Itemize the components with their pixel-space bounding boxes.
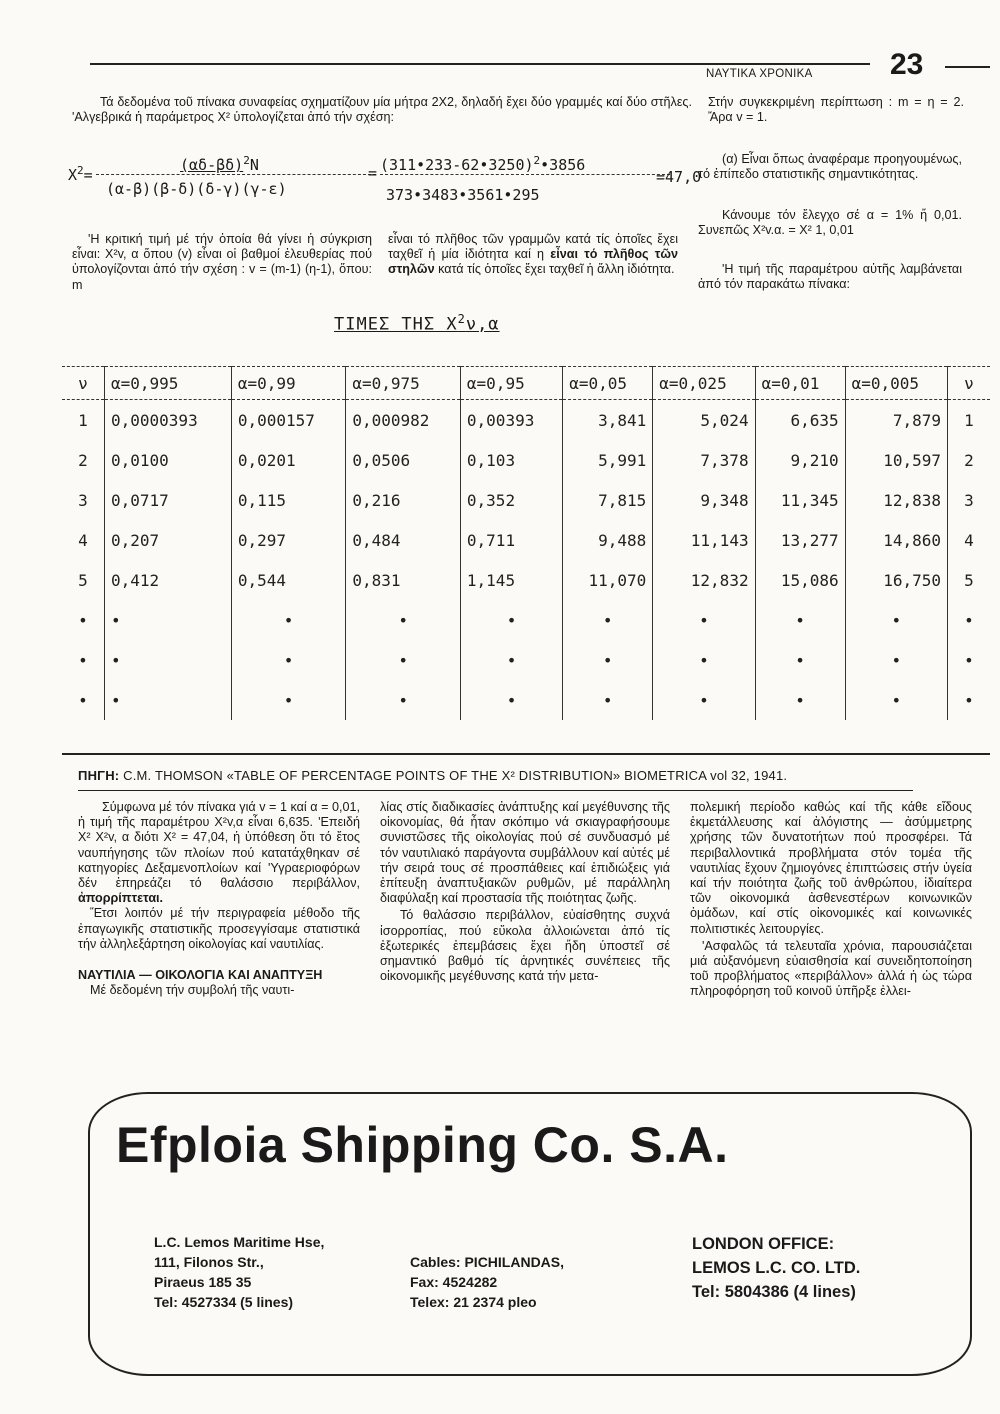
formula-denominator-2: 373•3483•3561•295 (386, 186, 540, 204)
source-rule (78, 790, 913, 791)
ad-address-line: 111, Filonos Str., (154, 1254, 264, 1270)
table-cell: 7,879 (845, 400, 947, 441)
dot-cell: • (231, 600, 346, 640)
table-title: ΤΙΜΕΣ ΤΗΣ $X^2\nu,\alpha$ (334, 312, 500, 335)
dot-cell: • (62, 600, 105, 640)
source-text: C.M. THOMSON «TABLE OF PERCENTAGE POINTS OF THE X² DISTRIBUTION» BIOMETRICA vol 32, 1941. (123, 768, 788, 783)
col3-paragraph-1: πολεμική περίοδο καθώς καί τῆς κάθε εἴδους ἐκμετάλλευσης καί ἀλόγιστης — ἀσύμμετρης χρήσης τῶν δυνατοτήτων πού προσφέρει. Τά περιβαλλοντικά προβλήματα στόν τομέα τῆς ναυτιλίας ἔχουν ζημιογόνες ἐπιπτώσεις στήν ὑγεία καί τήν ποιότητα ζωῆς τοῦ ἀνθρώπου, ἰδιαίτερα τῶν οἰκονομικά ἀσθενεστέρων κοινωνικῶν ὁμάδων, καί στίς οἰκονομικές καί κοινωνικές πολιτιστικές λειτουργίες. (690, 800, 972, 936)
table-cell: 0,0201 (231, 440, 346, 480)
table-cell: 3 (964, 490, 974, 510)
dot-cell: • (964, 610, 974, 630)
table-cell: 3 (62, 480, 105, 520)
formula-equals-2: = (368, 164, 378, 182)
col1-p1-bold: ἀπορρίπτεται. (78, 891, 164, 906)
dot-cell: • (563, 600, 653, 640)
table-cell: 12,838 (845, 480, 947, 520)
source-label: ΠΗΓΗ: (78, 768, 120, 783)
table-cell: 0,544 (231, 560, 346, 600)
fraction-bar-2 (380, 174, 670, 175)
table-cell: 4 (62, 520, 105, 560)
dot-cell: • (845, 680, 947, 720)
right-paragraph-value: 'Η τιμή τῆς παραμέτρου αὐτῆς λαμβάνεται ἀπό τόν παρακάτω πίνακα: (698, 262, 962, 292)
column-1 (78, 800, 360, 998)
table-cell: 16,750 (845, 560, 947, 600)
ad-contact-line: Cables: PICHILANDAS, (410, 1254, 565, 1270)
table-cell: 0,0717 (105, 480, 232, 520)
formula-result: =47,0 (656, 168, 702, 186)
page-number: 23 (890, 48, 924, 81)
table-cell: 0,000157 (231, 400, 346, 441)
table-dot-row (62, 640, 990, 680)
table-cell: 0,115 (231, 480, 346, 520)
table-source (78, 768, 978, 783)
table-cell: 11,143 (653, 520, 755, 560)
header-cell: α=0,995 (105, 367, 232, 400)
dot-cell: • (845, 640, 947, 680)
header-cell: ν (948, 367, 991, 400)
table-cell: 0,103 (460, 440, 562, 480)
fraction-bar-1 (96, 174, 376, 175)
intro-right-paragraph: Στήν συγκεκριμένη περίπτωση : m = η = 2. Ἄρα v = 1. (708, 95, 964, 125)
table-cell: 5,024 (653, 400, 755, 441)
dot-cell: • (563, 640, 653, 680)
table-cell: 5,991 (563, 440, 653, 480)
ad-contact-line: Fax: 4524282 (410, 1274, 498, 1290)
table-cell: 1,145 (460, 560, 562, 600)
table-header-row (62, 367, 990, 400)
dot-cell: • (231, 640, 346, 680)
dot-cell: • (346, 600, 461, 640)
dot-cell: • (755, 680, 845, 720)
section-heading: ΝΑΥΤΙΛΙΑ — ΟΙΚΟΛΟΓΙΑ ΚΑΙ ΑΝΑΠΤΥΞΗ (78, 968, 323, 983)
dot-cell: • (346, 680, 461, 720)
header-cell: α=0,99 (231, 367, 346, 400)
ad-address-line: Tel: 4527334 (5 lines) (154, 1294, 294, 1310)
table-cell: 9,488 (563, 520, 653, 560)
para-m-text: εἶναι τό πλῆθος τῶν γραμμῶν κατά τίς ὁποῖες ἔχει ταχθεῖ ἡ μία ἰδιότητα καί η (388, 232, 678, 262)
dot-cell: • (563, 680, 653, 720)
table-cell: 12,832 (653, 560, 755, 600)
rows-columns-paragraph (388, 232, 678, 278)
ad-london-line: LEMOS L.C. CO. LTD. (692, 1259, 861, 1277)
header-cell: α=0,05 (563, 367, 653, 400)
column-3 (690, 800, 972, 1000)
dot-cell: • (62, 680, 105, 720)
col1-paragraph-2: Ἔτσι λοιπόν μέ τήν περιγραφεία μέθοδο τῆς ἐπαγωγικῆς στατιστικῆς προσεγγίσαμε στατιστικά τήν ἀλληλεξάρτηση οἰκολογίας καί ναυτιλίας. (78, 906, 360, 951)
col1-paragraph-1 (78, 800, 360, 906)
table-cell: 0,831 (346, 560, 461, 600)
table-cell: 0,207 (105, 520, 232, 560)
table-row (62, 440, 990, 480)
ad-london-office (692, 1232, 860, 1304)
ad-london-line: Tel: 5804386 (4 lines) (692, 1283, 856, 1301)
formula-denominator-1: (α-β)(β-δ)(δ-γ)(γ-ε) (106, 180, 287, 198)
ad-address (154, 1232, 324, 1312)
table-cell: 0,000982 (346, 400, 461, 441)
table-cell: 9,210 (755, 440, 845, 480)
header-cell: α=0,95 (460, 367, 562, 400)
formula-numerator-2: (311•233-62•3250)$^2$•3856 (380, 154, 586, 174)
table-cell: 10,597 (845, 440, 947, 480)
col1-paragraph-3: Μέ δεδομένη τήν συμβολή τῆς ναυτι- (90, 983, 295, 998)
dot-cell: • (460, 600, 562, 640)
formula-lhs: $X^2=$ (68, 164, 93, 184)
table-cell: 0,484 (346, 520, 461, 560)
ad-company-name: Efploia Shipping Co. S.A. (116, 1117, 729, 1173)
dot-cell: • (231, 680, 346, 720)
table-cell: 6,635 (755, 400, 845, 441)
table-cell: 11,070 (563, 560, 653, 600)
col3-paragraph-2: 'Ασφαλῶς τά τελευταῖα χρόνια, παρουσιάζεται μιά αὐξανόμενη εὐαισθησία καί συνειδητοποίηση τοῦ προβλήματος «περιβάλλον» ἀλλά ἡ ὡς τώρα πληροφόρηση τοῦ κοινοῦ ὑπῆρξε ἐλλει- (690, 938, 972, 999)
table-bottom-rule (62, 753, 990, 755)
header-cell: α=0,005 (845, 367, 947, 400)
table-cell: 0,00393 (460, 400, 562, 441)
table-cell: 0,0000393 (105, 400, 232, 441)
chi-square-formula (68, 150, 708, 212)
table-row (62, 480, 990, 520)
dot-cell: • (653, 640, 755, 680)
header-cell: α=0,975 (346, 367, 461, 400)
table-cell: 15,086 (755, 560, 845, 600)
col2-paragraph-1: λίας στίς διαδικασίες ἀνάπτυξης καί μεγέθυνσης τῆς οἰκονομίας, θά ἦταν σκόπιμο νά σκιαγραφήσουμε συνιστῶσες τῆς οἰκολογίας πού σέ συνδυασμό μέ τόν ναυτιλιακό παράγοντα συμβάλλουν καί αὐτές μέ τήν σειρά τους σέ προσπάθειες καί ἐπιδιώξεις γιά ἐπίτευξη ἀναπτυξιακῶν ρυθμῶν, μέ παράλληλη διαφύλαξη καί προστασία τῆς ποιότητας ζωῆς. (380, 800, 670, 906)
column-2 (380, 800, 670, 984)
magazine-title: ΝΑΥΤΙΚΑ ΧΡΟΝΙΚΑ (706, 68, 813, 80)
dot-cell: • (845, 600, 947, 640)
dot-cell: • (62, 640, 105, 680)
dot-cell: • (460, 640, 562, 680)
table-dot-row (62, 600, 990, 640)
table-cell: 0,412 (105, 560, 232, 600)
col1-p1-text: Σύμφωνα μέ τόν πίνακα γιά v = 1 καί α = 0,01, ἡ τιμή τῆς παραμέτρου Χ²v,α εἶναι 6,635. 'Επειδή Χ² Χ²v, α διότι Χ² = 47,04, ἡ ὑπόθεση ὅτι τό ἔτος ναυπήγησης τῶν πλοίων πού κατατάχθηκαν σέ κατηγορίες Δεξαμενοπλοίων καί 'Υγραεριοφόρων δέν ἐπηρεάζει τό θαλάσσιο περιβάλλον, (78, 800, 360, 891)
dot-cell: • (755, 640, 845, 680)
table-cell: 14,860 (845, 520, 947, 560)
ad-address-line: Piraeus 185 35 (154, 1274, 252, 1290)
table-cell: 2 (964, 450, 974, 470)
header-cell: α=0,025 (653, 367, 755, 400)
table-cell: 0,216 (346, 480, 461, 520)
header-rule-right (945, 66, 990, 68)
table-cell: 0,352 (460, 480, 562, 520)
ad-contact-line: Telex: 21 2374 pleo (410, 1294, 537, 1310)
table-row (62, 560, 990, 600)
ad-london-line: LONDON OFFICE: (692, 1235, 835, 1253)
dot-cell: • (105, 600, 232, 640)
table-cell: 5 (62, 560, 105, 600)
table-row (62, 400, 990, 441)
dot-cell: • (105, 640, 232, 680)
dot-cell: • (755, 600, 845, 640)
dot-cell: • (653, 680, 755, 720)
table-cell: 7,378 (653, 440, 755, 480)
header-cell: α=0,01 (755, 367, 845, 400)
table-cell: 2 (62, 440, 105, 480)
critical-value-paragraph: 'Η κριτική τιμή μέ τήν ὁποία θά γίνει ἡ σύγκριση εἶναι: Χ²v, α ὅπου (v) εἶναι οἱ βαθμοί ἐλευθερίας πού ὑπολογίζονται ἀπό τήν σχέση : v = (m-1) (η-1), ὅπου: m (72, 232, 372, 292)
table-cell: 13,277 (755, 520, 845, 560)
table-cell: 11,345 (755, 480, 845, 520)
table-cell: 0,711 (460, 520, 562, 560)
para-m-bold: εἶναι τό πλῆθος τῶν στηλῶν (388, 247, 679, 277)
formula-numerator-1: $(\alpha\delta-\beta\delta)^2N$ (180, 154, 259, 174)
table-dot-row (62, 680, 990, 720)
table-cell: 0,0506 (346, 440, 461, 480)
ad-contacts (410, 1252, 564, 1312)
table-cell: 4 (964, 530, 974, 550)
dot-cell: • (964, 690, 974, 710)
advertisement-box (88, 1092, 972, 1376)
table-cell: 9,348 (653, 480, 755, 520)
dot-cell: • (460, 680, 562, 720)
dot-cell: • (964, 650, 974, 670)
table-cell: 0,0100 (105, 440, 232, 480)
dot-cell: • (105, 680, 232, 720)
table-cell: 7,815 (563, 480, 653, 520)
table-row (62, 520, 990, 560)
right-paragraph-a: (α) Εἶναι ὅπως ἀναφέραμε προηγουμένως, τό ἐπίπεδο στατιστικῆς σημαντικότητας. (698, 152, 962, 182)
table-cell: 5 (964, 570, 974, 590)
table-cell: 1 (964, 410, 974, 430)
header-rule-left (90, 63, 870, 65)
col2-paragraph-2: Τό θαλάσσιο περιβάλλον, εὐαίσθητης συχνά ἰσορροπίας, πού εὔκολα ἀλλοιώνεται ἀπό τίς ἐξωτερικές ἐπεμβάσεις ἔχει ἤδη ὑποστεῖ σέ σημαντικό βαθμό τίς ἀρνητικές συνέπειες τῆς οἰκονομικῆς μεγέθυνσης κατά τήν μετα- (380, 908, 670, 984)
ad-address-line: L.C. Lemos Maritime Hse, (154, 1234, 325, 1250)
header-cell: ν (62, 367, 105, 400)
dot-cell: • (653, 600, 755, 640)
para-m-tail: κατά τίς ὁποῖες ἔχει ταχθεῖ ἡ ἄλλη ἰδιότητα. (438, 262, 675, 277)
right-paragraph-test: Κάνουμε τόν ἔλεγχο σέ α = 1% ἤ 0,01. Συνεπῶς Χ²v.α. = Χ² 1, 0,01 (698, 208, 962, 238)
intro-paragraph: Τά δεδομένα τοῦ πίνακα συναφείας σχηματίζουν μία μήτρα 2Χ2, δηλαδή ἔχει δύο γραμμές καί δύο στῆλες. 'Αλγεβρικά ἡ παράμετρος Χ² ὑπολογίζεται ἀπό τήν σχέση: (72, 95, 692, 125)
chi-square-table (62, 366, 990, 720)
table-cell: 0,297 (231, 520, 346, 560)
table-cell: 3,841 (563, 400, 653, 441)
table-cell: 1 (62, 400, 105, 441)
dot-cell: • (346, 640, 461, 680)
